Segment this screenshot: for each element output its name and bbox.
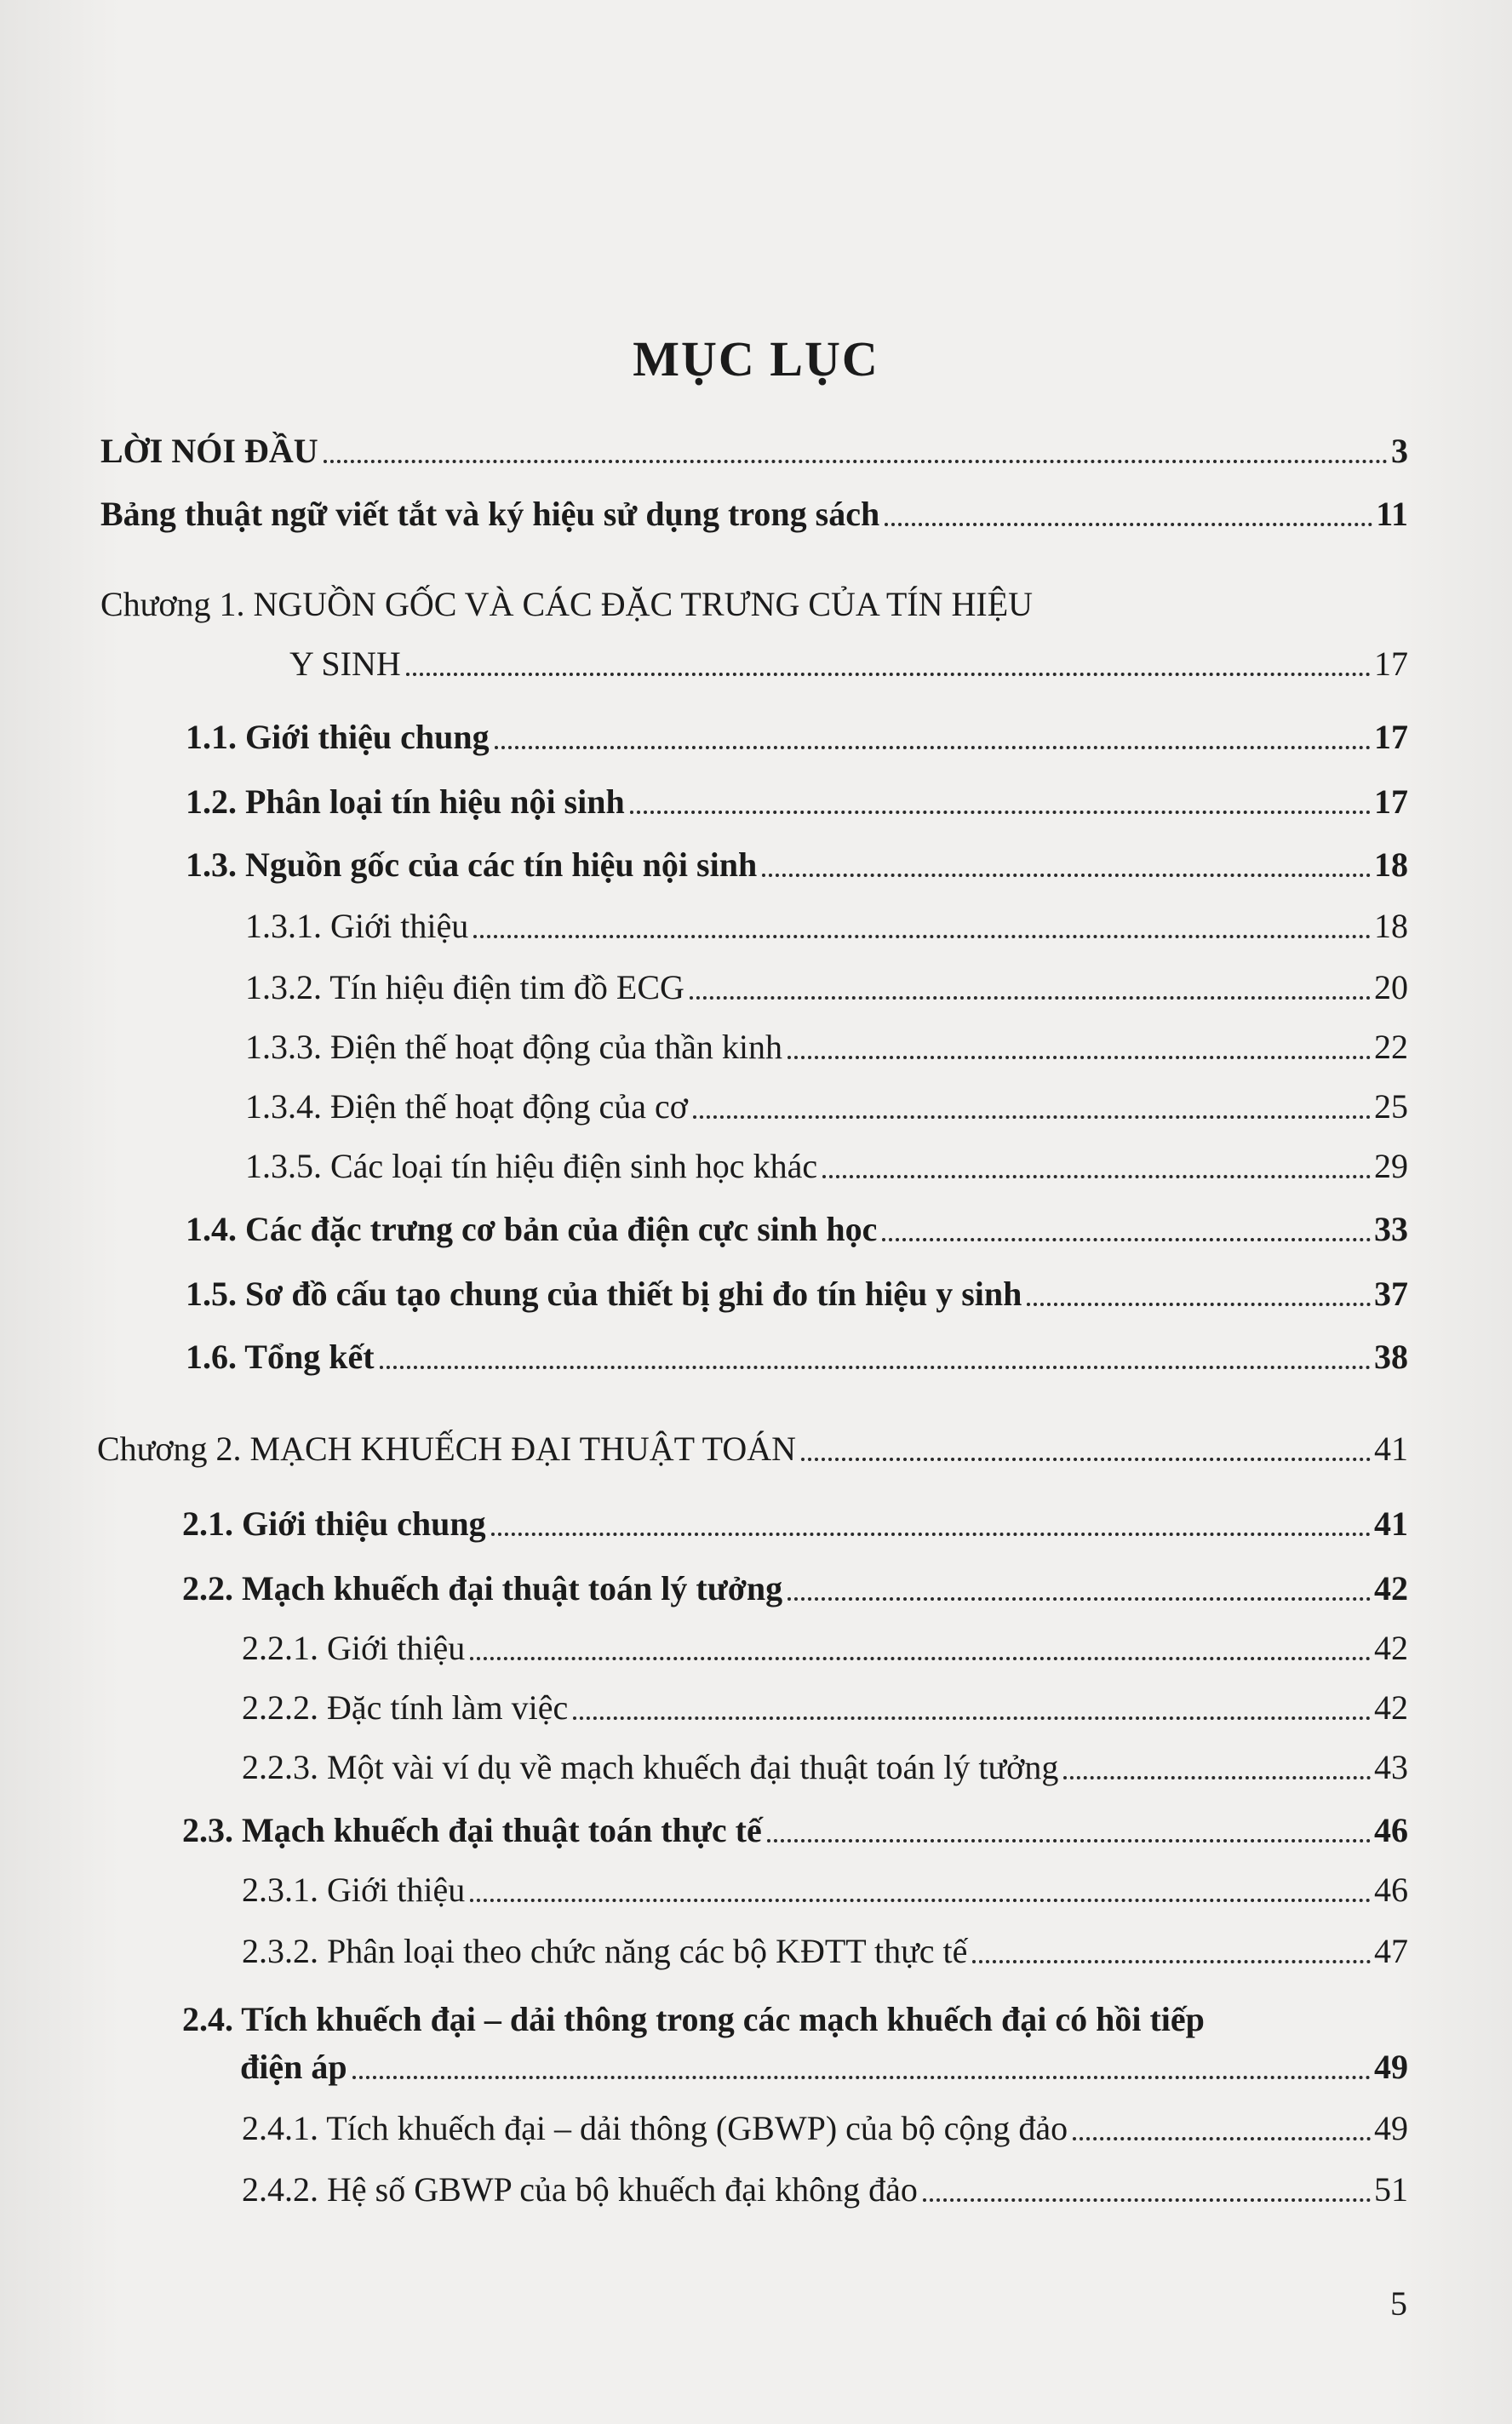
dot-leader (885, 523, 1372, 526)
toc-entry-label: 2.4.2. Hệ số GBWP của bộ khuếch đại không đảo (242, 2170, 918, 2209)
toc-entry[interactable] (100, 429, 1408, 473)
dot-leader (822, 1175, 1371, 1178)
toc-entry-page: 51 (1374, 2170, 1408, 2209)
toc-entry-label: Chương 2. MẠCH KHUẾCH ĐẠI THUẬT TOÁN (97, 1430, 797, 1468)
toc-entry[interactable] (245, 904, 1408, 948)
dot-leader (1073, 2137, 1371, 2140)
dot-leader (762, 874, 1371, 877)
toc-entry-label: 2.4.1. Tích khuếch đại – dải thông (GBWP) của bộ cộng đảo (242, 2109, 1068, 2147)
dot-leader (1027, 1303, 1371, 1306)
dot-leader (495, 746, 1371, 749)
toc-entry-label: 1.2. Phân loại tín hiệu nội sinh (186, 782, 625, 821)
toc-entry-label: 1.3. Nguồn gốc của các tín hiệu nội sinh (186, 845, 758, 884)
toc-entry-label: 2.3.2. Phân loại theo chức năng các bộ KĐTT thực tế (242, 1932, 968, 1970)
dot-leader (380, 1366, 1371, 1369)
toc-entry[interactable] (182, 1567, 1408, 1611)
toc-entry[interactable] (245, 966, 1408, 1010)
toc-entry-label: 1.3.3. Điện thế hoạt động của thần kinh (245, 1028, 782, 1066)
toc-entry-label: 1.6. Tổng kết (186, 1338, 375, 1376)
toc-entry-label: 1.4. Các đặc trưng cơ bản của điện cực sinh học (186, 1210, 878, 1248)
toc-entry-page: 17 (1374, 645, 1408, 683)
toc-entry-label: 2.1. Giới thiệu chung (182, 1504, 486, 1543)
toc-entry-label: 1.3.1. Giới thiệu (245, 907, 469, 945)
toc-entry[interactable] (186, 1207, 1408, 1252)
toc-entry[interactable] (245, 1025, 1408, 1069)
dot-leader (767, 1839, 1371, 1842)
toc-entry[interactable] (186, 715, 1408, 759)
toc-entry-label: 1.3.5. Các loại tín hiệu điện sinh học khác (245, 1147, 818, 1185)
toc-entry[interactable] (245, 1085, 1408, 1129)
toc-entry-page: 49 (1374, 2109, 1408, 2147)
toc-entry-page: 42 (1374, 1569, 1408, 1607)
chapter-heading-line1: Chương 1. NGUỒN GỐC VÀ CÁC ĐẶC TRƯNG CỦA TÍN HIỆU (100, 585, 1034, 623)
dot-leader (324, 460, 1388, 463)
dot-leader (788, 1597, 1371, 1601)
toc-entry[interactable] (186, 1272, 1408, 1316)
toc-entry-page: 25 (1374, 1087, 1408, 1126)
toc-entry-page: 38 (1374, 1338, 1408, 1376)
toc-entry-page: 42 (1374, 1688, 1408, 1727)
toc-entry[interactable] (100, 492, 1408, 536)
toc-entry-page: 46 (1374, 1811, 1408, 1849)
toc-entry-label: Bảng thuật ngữ viết tắt và ký hiệu sử dụng trong sách (100, 495, 880, 533)
dot-leader (406, 673, 1371, 676)
dot-leader (690, 996, 1371, 1000)
toc-entry[interactable] (242, 1626, 1408, 1670)
toc-entry-label: 2.2.1. Giới thiệu (242, 1629, 466, 1667)
toc-entry[interactable] (182, 1808, 1408, 1853)
toc-entry[interactable] (186, 780, 1408, 824)
dot-leader (630, 811, 1371, 814)
dot-leader (473, 935, 1371, 938)
toc-entry[interactable] (242, 1686, 1408, 1730)
toc-entry[interactable] (182, 1502, 1408, 1546)
toc-entry-label: 1.1. Giới thiệu chung (186, 718, 490, 756)
dot-leader (470, 1899, 1371, 1902)
toc-entry-page: 17 (1374, 782, 1408, 821)
dot-leader (573, 1716, 1371, 1720)
toc-entry-page: 46 (1374, 1871, 1408, 1909)
toc-entry-page: 49 (1374, 2048, 1408, 2086)
dot-leader (923, 2198, 1371, 2202)
toc-entry-chapter[interactable] (289, 642, 1408, 686)
page-title: MỤC LỤC (633, 331, 879, 387)
toc-entry-label: 1.3.4. Điện thế hoạt động của cơ (245, 1087, 688, 1126)
toc-entry[interactable] (242, 2168, 1408, 2212)
toc-entry[interactable] (242, 1929, 1408, 1974)
toc-entry-page: 43 (1374, 1748, 1408, 1786)
toc-entry-page: 3 (1391, 432, 1408, 470)
section-heading-line1: 2.4. Tích khuếch đại – dải thông trong các mạch khuếch đại có hồi tiếp (182, 2000, 1205, 2038)
dot-leader (801, 1458, 1371, 1461)
dot-leader (882, 1238, 1371, 1241)
toc-entry[interactable] (242, 1868, 1408, 1912)
toc-entry-label: điện áp (240, 2048, 347, 2086)
dot-leader (470, 1657, 1371, 1660)
toc-entry-page: 41 (1374, 1430, 1408, 1468)
toc-entry-page: 11 (1376, 495, 1408, 533)
toc-entry-label: 2.2.2. Đặc tính làm việc (242, 1688, 569, 1727)
toc-entry-label: 1.3.2. Tín hiệu điện tim đồ ECG (245, 968, 684, 1006)
toc-entry-page: 41 (1374, 1504, 1408, 1543)
toc-entry-label: 2.3. Mạch khuếch đại thuật toán thực tế (182, 1811, 762, 1849)
toc-entry-page: 18 (1374, 907, 1408, 945)
toc-entry[interactable] (240, 2045, 1408, 2089)
toc-entry-label: 2.2.3. Một vài ví dụ về mạch khuếch đại thuật toán lý tưởng (242, 1748, 1059, 1786)
dot-leader (352, 2076, 1371, 2079)
toc-entry[interactable] (186, 843, 1408, 887)
toc-entry-label: LỜI NÓI ĐẦU (100, 432, 318, 470)
toc-entry-page: 42 (1374, 1629, 1408, 1667)
toc-entry-page: 47 (1374, 1932, 1408, 1970)
dot-leader (491, 1533, 1371, 1536)
toc-entry-chapter[interactable] (97, 1427, 1408, 1471)
dot-leader (693, 1115, 1371, 1119)
toc-entry-label: 2.3.1. Giới thiệu (242, 1871, 466, 1909)
toc-entry-label: Y SINH (289, 645, 401, 683)
toc-entry-label: 1.5. Sơ đồ cấu tạo chung của thiết bị ghi đo tín hiệu y sinh (186, 1275, 1022, 1313)
toc-entry-page: 33 (1374, 1210, 1408, 1248)
toc-entry-label: 2.2. Mạch khuếch đại thuật toán lý tưởng (182, 1569, 783, 1607)
toc-entry[interactable] (242, 2106, 1408, 2151)
toc-entry-page: 37 (1374, 1275, 1408, 1313)
toc-entry-page: 17 (1374, 718, 1408, 756)
dot-leader (972, 1960, 1371, 1963)
toc-entry[interactable] (186, 1335, 1408, 1379)
toc-entry-page: 22 (1374, 1028, 1408, 1066)
toc-entry[interactable] (242, 1745, 1408, 1790)
toc-entry-page: 18 (1374, 845, 1408, 884)
page-number: 5 (1390, 2284, 1407, 2323)
dot-leader (788, 1056, 1371, 1059)
dot-leader (1063, 1776, 1371, 1779)
toc-entry[interactable] (245, 1144, 1408, 1189)
toc-entry-page: 29 (1374, 1147, 1408, 1185)
toc-entry-page: 20 (1374, 968, 1408, 1006)
